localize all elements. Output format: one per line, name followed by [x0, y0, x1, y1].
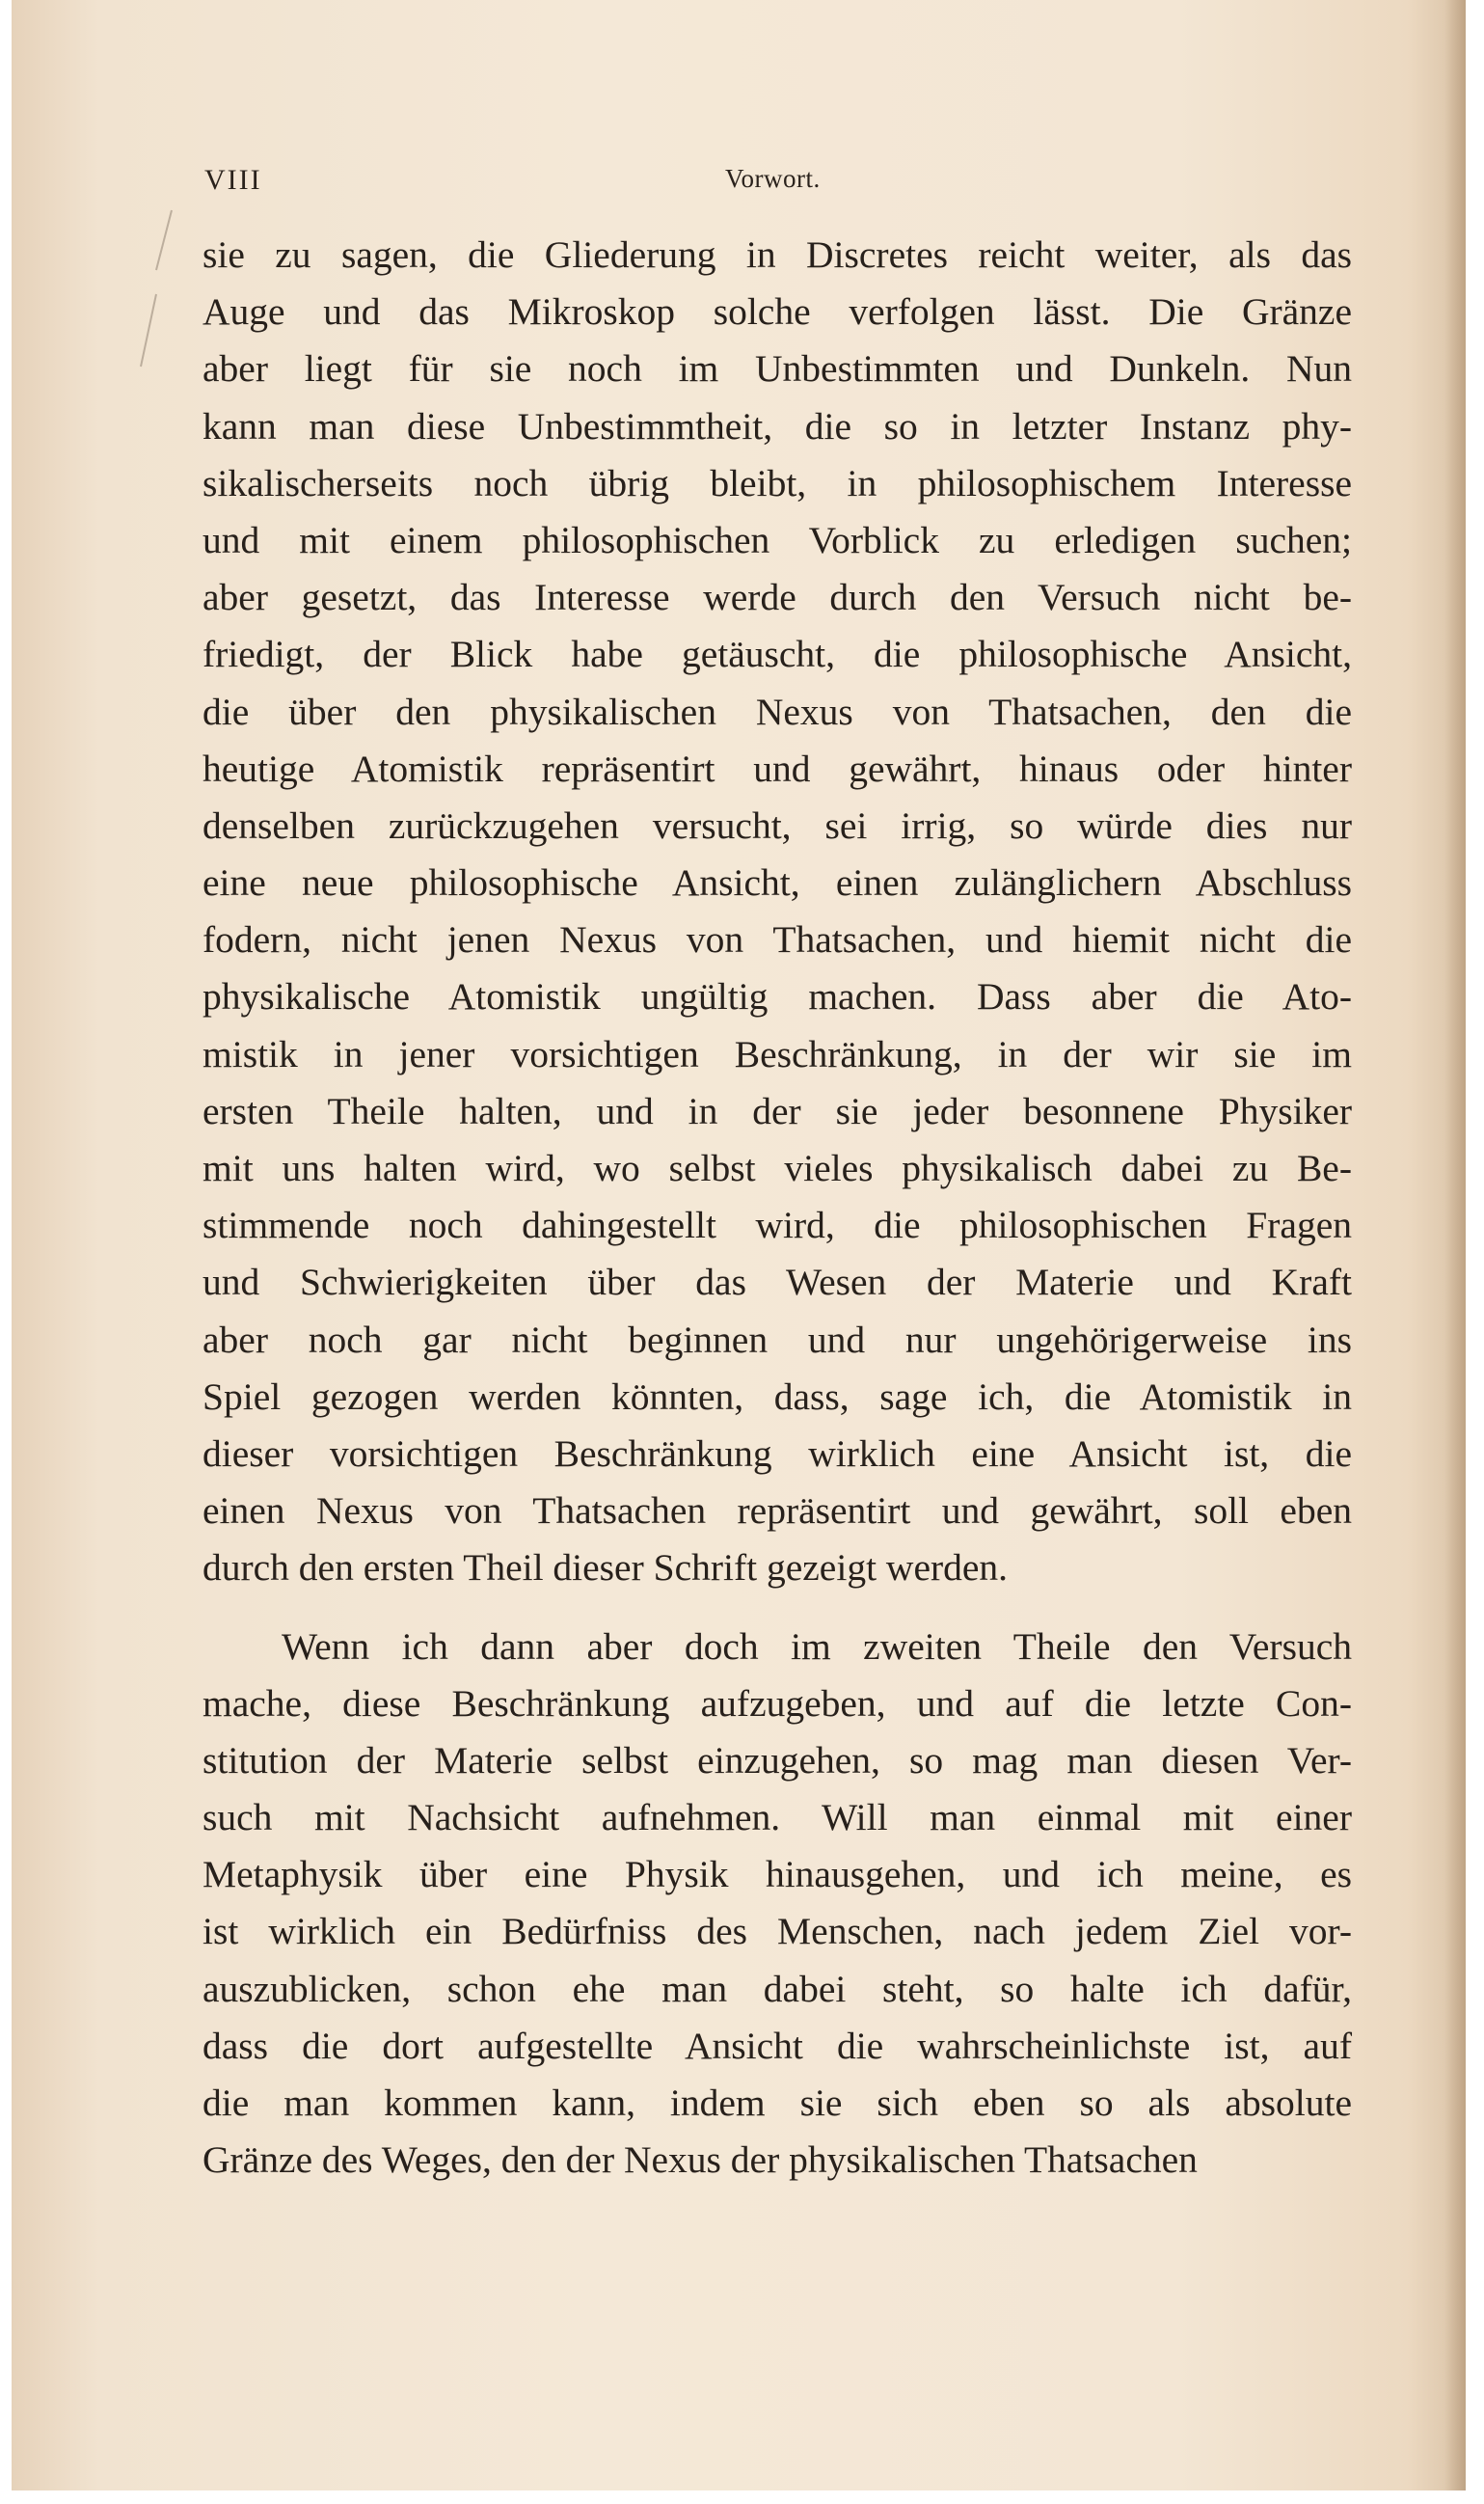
text-line: denselben zurückzugehen versucht, sei irrig, so würde dies nur [202, 803, 1352, 847]
page-edge-shadow [1444, 0, 1466, 2490]
text-line: mistik in jener vorsichtigen Beschränkung, in der wir sie im [202, 1032, 1352, 1075]
text-line: aber liegt für sie noch im Unbestimmten und Dunkeln. Nun [202, 347, 1352, 391]
text-line: und Schwierigkeiten über das Wesen der Materie und Kraft [202, 1261, 1352, 1304]
text-line: friedigt, der Blick habe getäuscht, die philosophische Ansicht, [202, 633, 1352, 676]
page-header [12, 164, 1466, 203]
text-line: mit uns halten wird, wo selbst vieles physikalisch dabei zu Be- [202, 1147, 1352, 1189]
text-line: Auge und das Mikroskop solche verfolgen lässt. Die Gränze [202, 290, 1352, 334]
margin-pencil-mark [127, 203, 185, 386]
text-line: einen Nexus von Thatsachen repräsentirt und gewährt, soll eben [202, 1489, 1352, 1533]
text-line: und mit einem philosophischen Vorblick zu erledigen suchen; [202, 518, 1352, 561]
body-text [202, 227, 1352, 2189]
paragraph [202, 227, 1352, 1597]
text-line: ist wirklich ein Bedürfniss des Menschen, nach jedem Ziel vor- [202, 1910, 1352, 1953]
text-line: aber noch gar nicht beginnen und nur ungehörigerweise ins [202, 1318, 1352, 1361]
text-line: durch den ersten Theil dieser Schrift gezeigt werden. [202, 1546, 1009, 1590]
text-line: Gränze des Weges, den der Nexus der physikalischen Thatsachen [202, 2138, 1198, 2182]
text-line: dieser vorsichtigen Beschränkung wirklich eine Ansicht ist, die [202, 1431, 1352, 1475]
text-line: die über den physikalischen Nexus von Thatsachen, den die [202, 690, 1352, 733]
text-line: kann man diese Unbestimmtheit, die so in letzter Instanz phy- [202, 404, 1352, 448]
text-line: sikalischerseits noch übrig bleibt, in philosophischem Interesse [202, 461, 1352, 504]
text-line: stitution der Materie selbst einzugehen, so mag man diesen Ver- [202, 1738, 1352, 1782]
text-line: fodern, nicht jenen Nexus von Thatsachen, und hiemit nicht die [202, 918, 1352, 962]
paragraph [202, 1619, 1352, 2190]
text-line: auszublicken, schon ehe man dabei steht, so halte ich dafür, [202, 1967, 1352, 2010]
text-line: Spiel gezogen werden könnten, dass, sage ich, die Atomistik in [202, 1374, 1352, 1418]
text-line: die man kommen kann, indem sie sich eben so als absolute [202, 2082, 1352, 2124]
text-line: aber gesetzt, das Interesse werde durch den Versuch nicht be- [202, 576, 1352, 619]
book-page [12, 0, 1466, 2490]
text-line: dass die dort aufgestellte Ansicht die wahrscheinlichste ist, auf [202, 2024, 1352, 2067]
text-line: ersten Theile halten, und in der sie jeder besonnene Physiker [202, 1089, 1352, 1132]
running-head: Vorwort. [725, 164, 821, 193]
text-line: physikalische Atomistik ungültig machen. Dass aber die Ato- [202, 975, 1352, 1019]
text-line: heutige Atomistik repräsentirt und gewährt, hinaus oder hinter [202, 747, 1352, 790]
text-line: mache, diese Beschränkung aufzugeben, und auf die letzte Con- [202, 1681, 1352, 1725]
text-line: such mit Nachsicht aufnehmen. Will man einmal mit einer [202, 1796, 1352, 1839]
page-number: VIII [204, 164, 262, 196]
text-line: sie zu sagen, die Gliederung in Discretes reicht weiter, als das [202, 233, 1352, 276]
text-line: stimmende noch dahingestellt wird, die philosophischen Fragen [202, 1204, 1352, 1247]
text-line: eine neue philosophische Ansicht, einen zulänglichern Abschluss [202, 861, 1352, 905]
text-line: Metaphysik über eine Physik hinausgehen, und ich meine, es [202, 1853, 1352, 1896]
text-line: Wenn ich dann aber doch im zweiten Theile den Versuch [282, 1624, 1352, 1668]
